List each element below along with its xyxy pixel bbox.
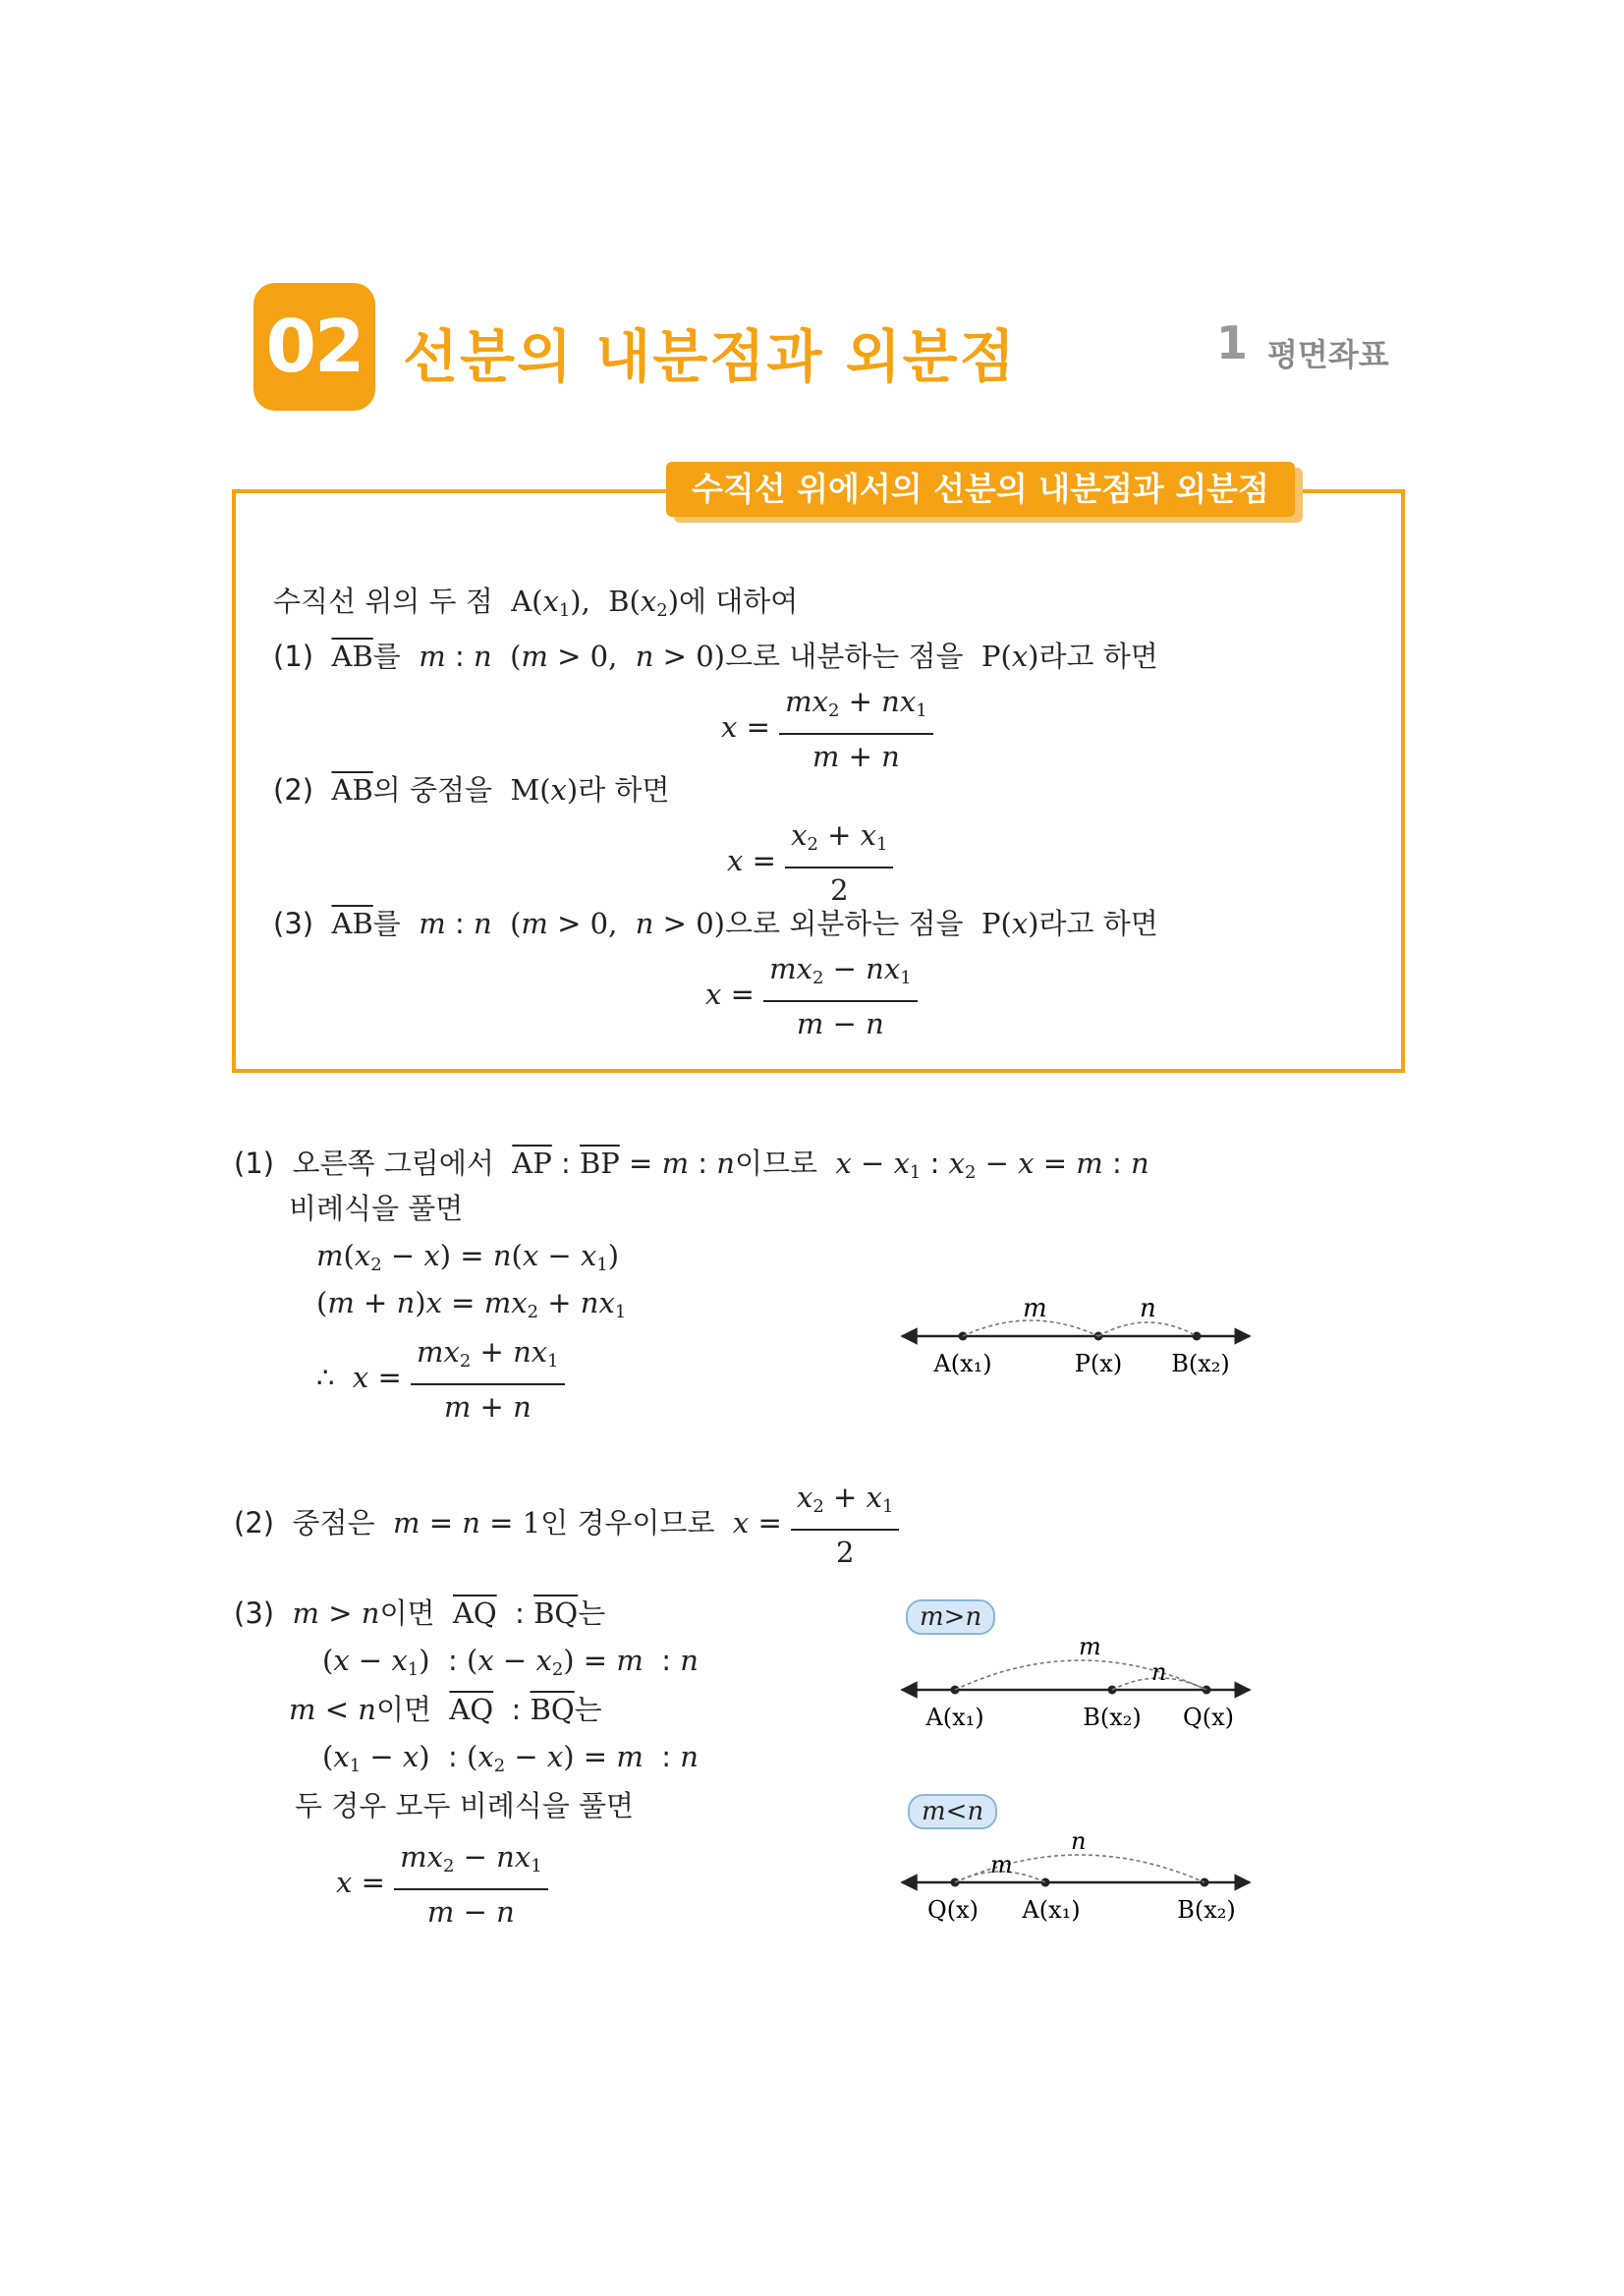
label-p: P(x) xyxy=(1074,1350,1123,1377)
point-a xyxy=(1041,1878,1050,1887)
section-number-badge: 02 xyxy=(253,283,375,411)
label-b: B(x₂) xyxy=(1171,1350,1230,1377)
proof-3-result: x = $\frac{mx_2 - nx_1}{m - n}$ xyxy=(336,1837,548,1932)
proof-3-line-2: m < n이면 $\overline{AQ}$ : $\overline{BQ}$는 xyxy=(289,1693,602,1726)
label-b: B(x₂) xyxy=(1083,1704,1142,1731)
chapter-name: 평면좌표 xyxy=(1267,336,1389,373)
proof-1-eq-3: ∴ x = $\frac{mx_2 + nx_1}{m + n}$ xyxy=(316,1332,565,1427)
box-item-3: (3) $\overline{AB}$를 m : n (m > 0, n > 0)으로 외분하는 점을 P(x)라고 하면 xyxy=(273,907,1158,940)
proof-3-line-3: 두 경우 모두 비례식을 풀면 xyxy=(295,1789,635,1822)
arc-label-m: m xyxy=(1023,1294,1047,1323)
proof-2-line: (2) 중점은 m = n = 1인 경우이므로 x = $\frac{x_2 + x_1}{2}$ xyxy=(234,1478,899,1572)
proof-3-eq-1: $(x - x_1)$ : $(x - x_2) = m$ : n xyxy=(322,1644,699,1680)
arc-m xyxy=(955,1660,1206,1690)
label-a: A(x₁) xyxy=(933,1350,992,1377)
arc-label-m: m xyxy=(1079,1633,1101,1660)
label-b: B(x₂) xyxy=(1177,1896,1236,1924)
label-a: A(x₁) xyxy=(925,1704,984,1731)
arc-label-n: n xyxy=(1071,1827,1087,1855)
figure-external-m-less-n xyxy=(894,1827,1258,1935)
label-q: Q(x) xyxy=(1183,1704,1234,1731)
point-b xyxy=(1193,1332,1202,1341)
formula-midpoint: x = $\frac{x_2 + x_1}{2}$ xyxy=(727,815,893,910)
proof-3-line-1: (3) m > n이면 $\overline{AQ}$ : $\overline{BQ}$는 xyxy=(234,1596,606,1630)
proof-3-eq-2: $(x_1 - x)$ : $(x_2 - x) = m$ : n xyxy=(322,1740,699,1776)
label-a: A(x₁) xyxy=(1022,1896,1081,1924)
proof-1-line-1: (1) 오른쪽 그림에서 $\overline{AP}$ : $\overline{BP} = m$ : n이므로 $x - x_1$ : $x_2 - x = m$ : n xyxy=(234,1147,1149,1183)
proof-1-line-2: 비례식을 풀면 xyxy=(289,1192,464,1225)
box-item-2: (2) $\overline{AB}$의 중점을 M(x)라 하면 xyxy=(273,773,670,807)
arc-n xyxy=(1098,1322,1197,1336)
figure-internal-division xyxy=(894,1287,1258,1385)
proof-1-eq-2: $(m + n)x = mx_2 + nx_1$ xyxy=(316,1286,627,1322)
arc-label-m: m xyxy=(990,1851,1013,1878)
figure-external-m-greater-n xyxy=(894,1631,1258,1739)
formula-external: x = $\frac{mx_2 - nx_1}{m - n}$ xyxy=(705,949,918,1043)
section-title: 선분의 내분점과 외분점 xyxy=(403,323,1017,390)
tag-m-greater-n: m>n xyxy=(906,1599,995,1635)
proof-1-eq-1: $m(x_2 - x) = n(x - x_1)$ xyxy=(316,1239,620,1275)
box-intro: 수직선 위의 두 점 $A(x_1)$, $B(x_2)$에 대하여 xyxy=(273,585,799,621)
chapter-number: 1 xyxy=(1216,316,1249,369)
arc-label-n: n xyxy=(1151,1658,1167,1686)
arc-label-n: n xyxy=(1140,1294,1156,1323)
formula-internal: x = $\frac{mx_2 + nx_1}{m + n}$ xyxy=(721,682,933,776)
label-q: Q(x) xyxy=(927,1896,979,1924)
box-item-1: (1) $\overline{AB}$를 m : n (m > 0, n > 0)으로 내분하는 점을 P(x)라고 하면 xyxy=(273,640,1158,673)
tag-m-less-n: m<n xyxy=(908,1794,997,1829)
summary-box-label: 수직선 위에서의 선분의 내분점과 외분점 xyxy=(666,462,1295,517)
